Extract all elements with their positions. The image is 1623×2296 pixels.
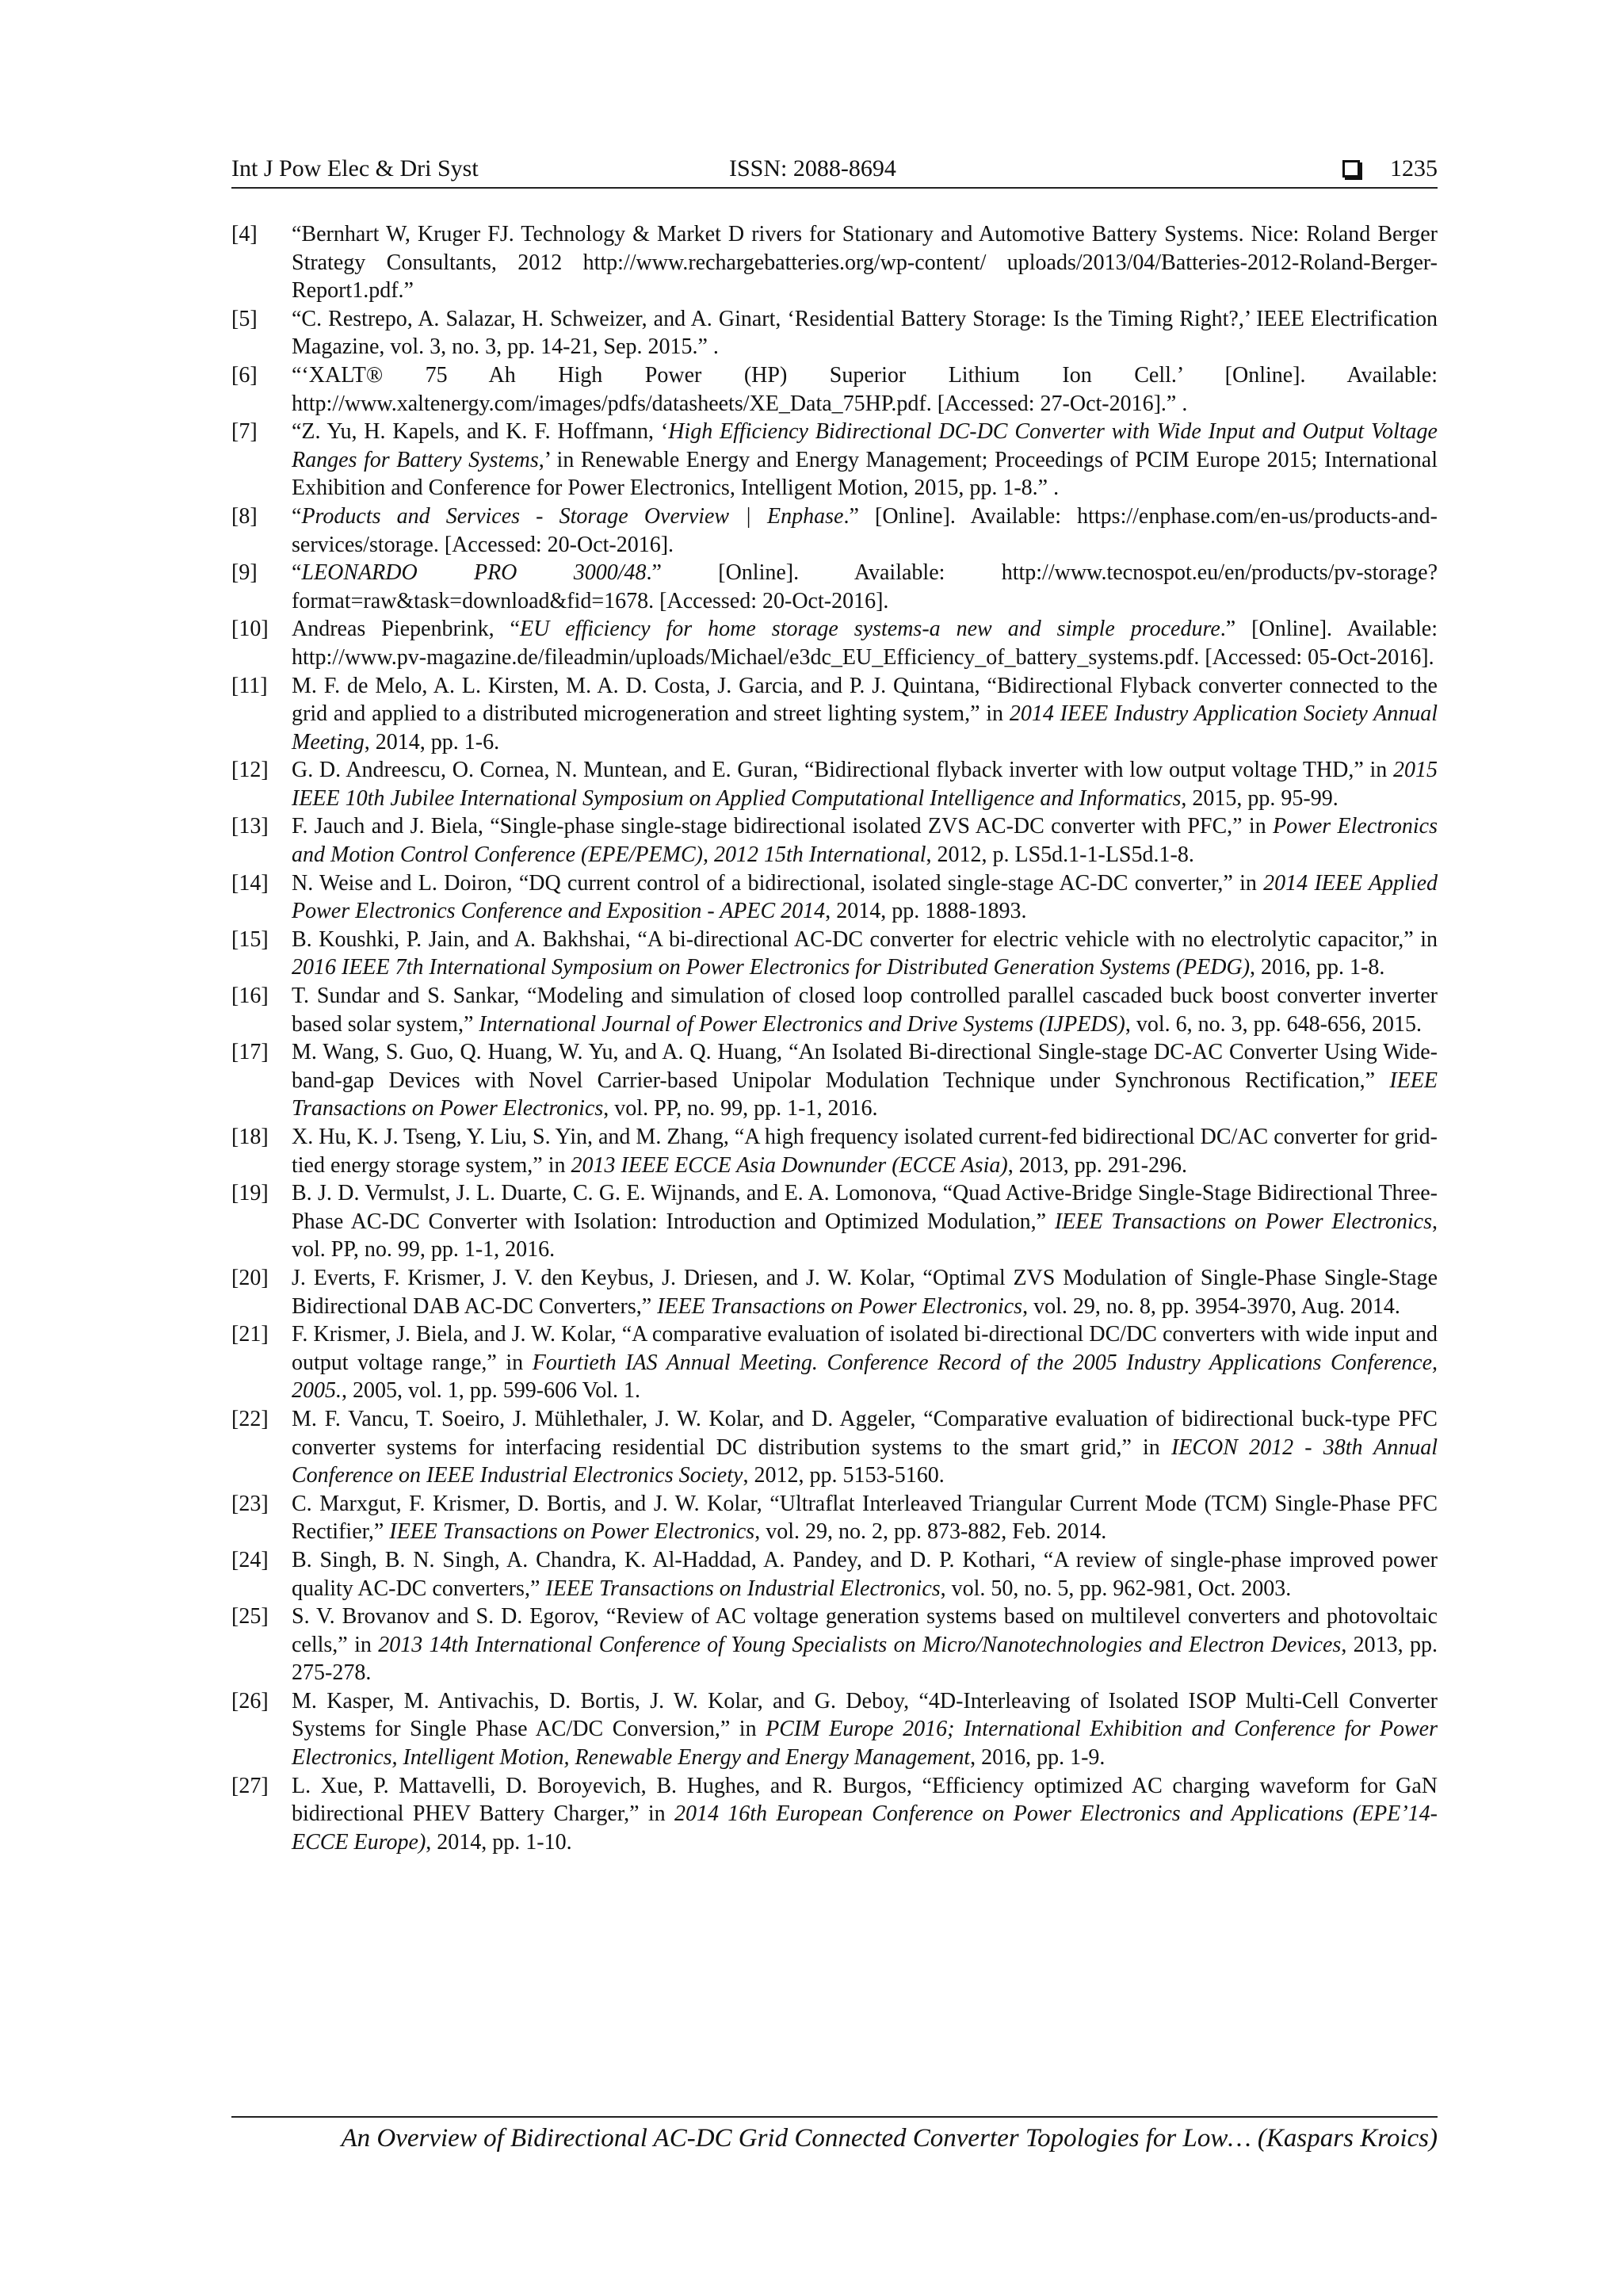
reference-text: [292, 220, 1438, 305]
reference-segment: T. Sundar and S. Sankar, “Modeling and simulation of closed loop controlled parallel cascaded buck boost converter inverter based solar system,”: [292, 984, 1438, 1037]
reference-italic-segment: 2013 IEEE ECCE Asia Downunder (ECCE Asia): [571, 1152, 1008, 1178]
reference-italic-segment: IEEE Transactions on Industrial Electronics: [545, 1576, 941, 1601]
reference-item: [231, 1603, 1438, 1687]
reference-number: [9]: [231, 560, 258, 586]
reference-item: [231, 756, 1438, 812]
reference-text: [292, 926, 1438, 982]
reference-item: [231, 305, 1438, 361]
reference-segment: , 2013, pp. 275-278.: [292, 1632, 1438, 1686]
reference-number: [7]: [231, 419, 258, 445]
reference-segment: .” [Online]. Available: http://www.pv-magazine.de/fileadmin/uploads/Michael/e3dc_EU_Efficiency_of_battery_systems.pdf. [Accessed: 05-Oct-2016].: [292, 617, 1438, 670]
reference-number: [14]: [231, 870, 269, 896]
reference-item: [231, 926, 1438, 982]
reference-segment: M. F. de Melo, A. L. Kirsten, M. A. D. Costa, J. Garcia, and P. J. Quintana, “Bidirectional Flyback converter connected to the grid and applied to a distributed microgeneration and street lighting system,” in: [292, 673, 1438, 727]
reference-number: [22]: [231, 1406, 269, 1431]
reference-item: [231, 615, 1438, 671]
reference-italic-segment: PCIM Europe 2016; International Exhibition and Conference for Power Electronics, Intelligent Motion, Renewable Energy and Energy Management: [292, 1717, 1438, 1771]
reference-item: [231, 220, 1438, 305]
reference-number: [13]: [231, 814, 269, 839]
reference-item: [231, 502, 1438, 559]
reference-italic-segment: IECON 2012 - 38th Annual Conference on IEEE Industrial Electronics Society: [292, 1435, 1438, 1488]
reference-item: [231, 812, 1438, 869]
reference-segment: , vol. 50, no. 5, pp. 962-981, Oct. 2003.: [940, 1576, 1292, 1601]
issn: ISSN: 2088-8694: [729, 155, 896, 181]
reference-segment: “C. Restrepo, A. Salazar, H. Schweizer, and A. Ginart, ‘Residential Battery Storage: Is the Timing Right?,’ IEEE Electrification Magazine, vol. 3, no. 3, pp. 14-21, Sep. 2015.” .: [292, 306, 1438, 360]
reference-segment: “: [292, 503, 302, 529]
reference-item: [231, 1264, 1438, 1320]
reference-item: [231, 1320, 1438, 1405]
reference-text: [292, 1320, 1438, 1405]
box-icon: [1342, 160, 1360, 178]
reference-number: [16]: [231, 984, 269, 1009]
reference-italic-segment: LEONARDO PRO 3000/48: [301, 560, 647, 586]
reference-number: [26]: [231, 1688, 269, 1713]
reference-segment: , 2014, pp. 1888-1893.: [825, 899, 1027, 924]
reference-segment: “Z. Yu, H. Kapels, and K. F. Hoffmann, ‘: [292, 419, 669, 445]
reference-item: [231, 1179, 1438, 1264]
reference-number: [17]: [231, 1040, 269, 1065]
reference-segment: J. Everts, F. Krismer, J. V. den Keybus, J. Driesen, and J. W. Kolar, “Optimal ZVS Modulation of Single-Phase Single-Stage Bidirectional DAB AC-DC Converters,”: [292, 1265, 1438, 1319]
reference-segment: “Bernhart W, Kruger FJ. Technology & Market D rivers for Stationary and Automotive Battery Systems. Nice: Roland Berger Strategy Consultants, 2012 http://www.rechargebatteries.org/wp-content/ uploads/2013/04/Batteries-2012-Roland-Berger-Report1.pdf.”: [292, 222, 1438, 304]
reference-number: [25]: [231, 1604, 269, 1629]
reference-text: [292, 1123, 1438, 1179]
reference-italic-segment: International Journal of Power Electronics and Drive Systems (IJPEDS): [479, 1011, 1125, 1037]
reference-italic-segment: Power Electronics and Motion Control Conference (EPE/PEMC), 2012 15th International: [292, 814, 1438, 868]
reference-italic-segment: 2015 IEEE 10th Jubilee International Symposium on Applied Computational Intelligence and Informatics: [292, 758, 1438, 811]
reference-number: [23]: [231, 1491, 269, 1516]
reference-segment: , 2012, pp. 5153-5160.: [743, 1463, 945, 1488]
header-right: [1342, 155, 1438, 182]
reference-text: [292, 869, 1438, 926]
reference-italic-segment: Products and Services - Storage Overview | Enphase: [301, 503, 844, 529]
reference-number: [15]: [231, 926, 269, 952]
reference-number: [27]: [231, 1773, 269, 1798]
reference-item: [231, 672, 1438, 757]
reference-text: [292, 615, 1438, 671]
reference-number: [12]: [231, 758, 269, 783]
reference-italic-segment: IEEE Transactions on Power Electronics: [1054, 1209, 1432, 1234]
reference-item: [231, 1490, 1438, 1546]
reference-segment: M. Kasper, M. Antivachis, D. Bortis, J. W. Kolar, and G. Deboy, “4D-Interleaving of Isolated ISOP Multi-Cell Converter Systems for Single Phase AC/DC Conversion,” in: [292, 1688, 1438, 1742]
reference-item: [231, 1546, 1438, 1603]
reference-segment: L. Xue, P. Mattavelli, D. Boroyevich, B. Hughes, and R. Burgos, “Efficiency optimized AC charging waveform for GaN bidirectional PHEV Battery Charger,” in: [292, 1773, 1438, 1827]
reference-segment: , vol. 6, no. 3, pp. 648-656, 2015.: [1125, 1011, 1422, 1037]
reference-number: [4]: [231, 222, 258, 246]
reference-segment: .” [Online]. Available: https://enphase.com/en-us/products-and-services/storage. [Accessed: 20-Oct-2016].: [292, 503, 1438, 557]
reference-segment: , vol. PP, no. 99, pp. 1-1, 2016.: [603, 1096, 878, 1121]
reference-segment: , 2016, pp. 1-9.: [970, 1745, 1106, 1771]
reference-segment: , 2015, pp. 95-99.: [1181, 785, 1338, 811]
reference-text: [292, 982, 1438, 1038]
reference-item: [231, 1772, 1438, 1857]
reference-segment: , vol. 29, no. 2, pp. 873-882, Feb. 2014.: [754, 1519, 1107, 1545]
reference-list: [231, 220, 1438, 1856]
reference-text: [292, 756, 1438, 812]
reference-text: [292, 672, 1438, 757]
reference-segment: M. Wang, S. Guo, Q. Huang, W. Yu, and A. Q. Huang, “An Isolated Bi-directional Single-stage DC-AC Converter Using Wide-band-gap Devices with Novel Carrier-based Unipolar Modulation Technique under Synchronous Rectification,”: [292, 1040, 1438, 1093]
reference-segment: , 2014, pp. 1-6.: [364, 729, 500, 755]
reference-item: [231, 418, 1438, 502]
reference-italic-segment: 2014 16th European Conference on Power Electronics and Applications (EPE’14-ECCE Europe): [292, 1801, 1438, 1855]
reference-item: [231, 1123, 1438, 1179]
reference-segment: B. Koushki, P. Jain, and A. Bakhshai, “A bi-directional AC-DC converter for electric vehicle with no electrolytic capacitor,” in: [292, 926, 1438, 952]
reference-item: [231, 869, 1438, 926]
reference-segment: F. Krismer, J. Biela, and J. W. Kolar, “A comparative evaluation of isolated bi-directional DC/DC converters with wide input and output voltage range,” in: [292, 1322, 1438, 1375]
reference-number: [11]: [231, 673, 268, 698]
reference-text: [292, 305, 1438, 361]
reference-italic-segment: Fourtieth IAS Annual Meeting. Conference Record of the 2005 Industry Applications Conference, 2005.: [292, 1350, 1438, 1404]
reference-italic-segment: 2014 IEEE Industry Application Society Annual Meeting: [292, 701, 1438, 755]
page-header: [231, 155, 1438, 189]
reference-segment: N. Weise and L. Doiron, “DQ current control of a bidirectional, isolated single-stage AC-DC converter,” in: [292, 870, 1264, 896]
reference-text: [292, 1603, 1438, 1687]
reference-number: [20]: [231, 1265, 269, 1290]
reference-text: [292, 1405, 1438, 1490]
reference-number: [5]: [231, 306, 258, 331]
reference-text: [292, 1687, 1438, 1772]
reference-item: [231, 982, 1438, 1038]
reference-italic-segment: 2016 IEEE 7th International Symposium on Power Electronics for Distributed Generation Systems (PEDG): [292, 955, 1251, 980]
reference-item: [231, 1405, 1438, 1490]
reference-number: [21]: [231, 1322, 269, 1347]
reference-italic-segment: 2014 IEEE Applied Power Electronics Conference and Exposition - APEC 2014: [292, 870, 1438, 924]
reference-text: [292, 1264, 1438, 1320]
reference-italic-segment: IEEE Transactions on Power Electronics: [292, 1068, 1438, 1121]
reference-segment: F. Jauch and J. Biela, “Single-phase single-stage bidirectional isolated ZVS AC-DC converter with PFC,” in: [292, 814, 1274, 839]
reference-text: [292, 1038, 1438, 1123]
reference-italic-segment: High Efficiency Bidirectional DC-DC Converter with Wide Input and Output Voltage Ranges for Battery Systems: [292, 419, 1438, 472]
reference-item: [231, 361, 1438, 418]
reference-segment: G. D. Andreescu, O. Cornea, N. Muntean, and E. Guran, “Bidirectional flyback inverter with low output voltage THD,” in: [292, 758, 1393, 783]
reference-segment: , 2013, pp. 291-296.: [1007, 1152, 1188, 1178]
reference-italic-segment: 2013 14th International Conference of Young Specialists on Micro/Nanotechnologies and Electron Devices: [378, 1632, 1342, 1657]
reference-segment: B. J. D. Vermulst, J. L. Duarte, C. G. E. Wijnands, and E. A. Lomonova, “Quad Active-Bridge Single-Stage Bidirectional Three-Phase AC-DC Converter with Isolation: Introduction and Optimized Modulation,”: [292, 1181, 1438, 1234]
reference-segment: “: [292, 560, 302, 586]
reference-italic-segment: IEEE Transactions on Power Electronics: [657, 1293, 1023, 1319]
reference-segment: , 2005, vol. 1, pp. 599-606 Vol. 1.: [342, 1378, 640, 1404]
reference-segment: X. Hu, K. J. Tseng, Y. Liu, S. Yin, and M. Zhang, “A high frequency isolated current-fed bidirectional DC/AC converter for grid-tied energy storage system,” in: [292, 1125, 1438, 1178]
reference-item: [231, 1038, 1438, 1123]
reference-segment: C. Marxgut, F. Krismer, D. Bortis, and J. W. Kolar, “Ultraflat Interleaved Triangular Current Mode (TCM) Single-Phase PFC Rectifier,”: [292, 1491, 1438, 1545]
reference-segment: , 2012, p. LS5d.1-1-LS5d.1-8.: [926, 842, 1194, 868]
reference-text: [292, 502, 1438, 559]
reference-text: [292, 1772, 1438, 1857]
reference-segment: , 2016, pp. 1-8.: [1250, 955, 1385, 980]
reference-item: [231, 1687, 1438, 1772]
reference-text: [292, 1179, 1438, 1264]
reference-segment: .” [Online]. Available: http://www.tecnospot.eu/en/products/pv-storage?format=raw&task=download&fid=1678. [Accessed: 20-Oct-2016].: [292, 560, 1438, 613]
reference-text: [292, 1490, 1438, 1546]
reference-number: [6]: [231, 362, 258, 388]
reference-italic-segment: EU efficiency for home storage systems-a new and simple procedure: [520, 617, 1220, 642]
reference-number: [19]: [231, 1181, 269, 1206]
page-footer: An Overview of Bidirectional AC-DC Grid Connected Converter Topologies for Low… (Kaspars Kroics): [341, 2124, 1438, 2153]
reference-text: [292, 559, 1438, 615]
footer-divider: [231, 2116, 1438, 2118]
reference-segment: Andreas Piepenbrink, “: [292, 617, 520, 642]
reference-text: [292, 361, 1438, 418]
reference-number: [24]: [231, 1547, 269, 1572]
journal-name: Int J Pow Elec & Dri Syst: [231, 155, 479, 181]
reference-italic-segment: IEEE Transactions on Power Electronics: [389, 1519, 755, 1545]
reference-segment: , vol. 29, no. 8, pp. 3954-3970, Aug. 2014.: [1022, 1293, 1400, 1319]
reference-segment: ,’ in Renewable Energy and Energy Management; Proceedings of PCIM Europe 2015; International Exhibition and Conference for Power Electronics, Intelligent Motion, 2015, pp. 1-8.” .: [292, 447, 1438, 501]
reference-number: [10]: [231, 617, 269, 642]
reference-item: [231, 559, 1438, 615]
reference-segment: , 2014, pp. 1-10.: [426, 1829, 572, 1855]
page-number: 1235: [1390, 155, 1438, 181]
reference-text: [292, 812, 1438, 869]
reference-segment: , vol. PP, no. 99, pp. 1-1, 2016.: [292, 1209, 1438, 1263]
reference-text: [292, 1546, 1438, 1603]
reference-segment: “‘XALT® 75 Ah High Power (HP) Superior Lithium Ion Cell.’ [Online]. Available: http://www.xaltenergy.com/images/pdfs/datasheets/XE_Data_75HP.pdf. [Accessed: 27-Oct-2016].” .: [292, 362, 1438, 416]
reference-segment: S. V. Brovanov and S. D. Egorov, “Review of AC voltage generation systems based on multilevel converters and photovoltaic cells,” in: [292, 1604, 1438, 1657]
reference-number: [8]: [231, 503, 258, 529]
reference-text: [292, 418, 1438, 502]
reference-number: [18]: [231, 1125, 269, 1149]
reference-segment: M. F. Vancu, T. Soeiro, J. Mühlethaler, J. W. Kolar, and D. Aggeler, “Comparative evaluation of bidirectional buck-type PFC converter systems for interfacing residential DC distribution systems to the smart grid,” in: [292, 1406, 1438, 1460]
reference-segment: B. Singh, B. N. Singh, A. Chandra, K. Al-Haddad, A. Pandey, and D. P. Kothari, “A review of single-phase improved power quality AC-DC converters,”: [292, 1547, 1438, 1601]
